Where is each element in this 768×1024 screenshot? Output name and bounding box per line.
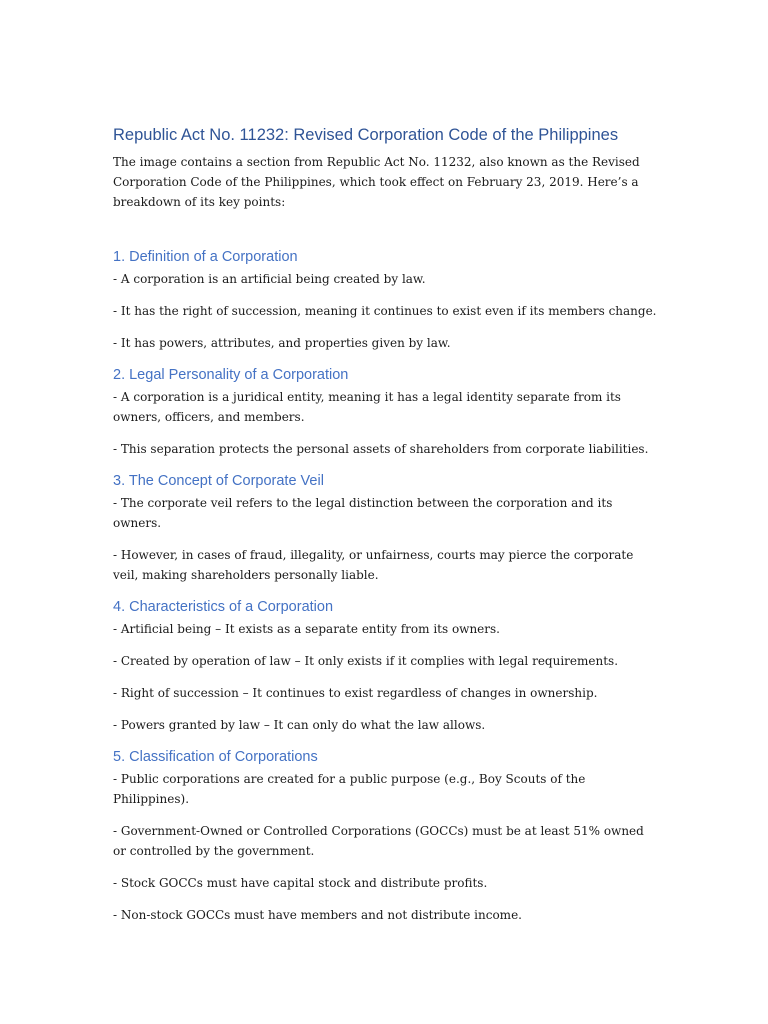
- list-item: - However, in cases of fraud, illegality, or unfairness, courts may pierce the corporate veil, making shareholders personally liable.: [113, 548, 634, 582]
- section-heading: 1. Definition of a Corporation: [113, 249, 298, 265]
- section-legal-personality: [113, 365, 658, 459]
- list-item: - Non-stock GOCCs must have members and not distribute income.: [113, 908, 522, 922]
- section-definition: [113, 247, 658, 353]
- section-corporate-veil: [113, 471, 658, 585]
- section-heading: 4. Characteristics of a Corporation: [113, 599, 334, 615]
- list-item: - This separation protects the personal assets of shareholders from corporate liabilities.: [113, 442, 649, 456]
- document-title: Republic Act No. 11232: Revised Corporation Code of the Philippines: [113, 126, 619, 144]
- list-item: - Right of succession – It continues to exist regardless of changes in ownership.: [113, 686, 598, 700]
- section-characteristics: [113, 597, 658, 735]
- section-heading: 5. Classification of Corporations: [113, 749, 318, 765]
- intro-paragraph: The image contains a section from Republic Act No. 11232, also known as the Revised Corporation Code of the Philippines, which took effect on February 23, 2019. Here’s a breakdown of its key points:: [113, 155, 640, 209]
- list-item: - It has powers, attributes, and properties given by law.: [113, 336, 451, 350]
- section-classification: [113, 747, 658, 925]
- list-item: - A corporation is a juridical entity, meaning it has a legal identity separate from its owners, officers, and members.: [113, 390, 621, 424]
- section-heading: 3. The Concept of Corporate Veil: [113, 473, 324, 489]
- list-item: - Artificial being – It exists as a separate entity from its owners.: [113, 622, 500, 636]
- list-item: - Powers granted by law – It can only do what the law allows.: [113, 718, 486, 732]
- list-item: - Government-Owned or Controlled Corporations (GOCCs) must be at least 51% owned or controlled by the government.: [113, 824, 644, 858]
- document-page: [113, 124, 658, 937]
- list-item: - A corporation is an artificial being created by law.: [113, 272, 426, 286]
- list-item: - It has the right of succession, meaning it continues to exist even if its members change.: [113, 304, 657, 318]
- section-heading: 2. Legal Personality of a Corporation: [113, 367, 349, 383]
- list-item: - Created by operation of law – It only exists if it complies with legal requirements.: [113, 654, 619, 668]
- list-item: - The corporate veil refers to the legal distinction between the corporation and its owners.: [113, 496, 613, 530]
- list-item: - Stock GOCCs must have capital stock and distribute profits.: [113, 876, 488, 890]
- list-item: - Public corporations are created for a public purpose (e.g., Boy Scouts of the Philippines).: [113, 772, 586, 806]
